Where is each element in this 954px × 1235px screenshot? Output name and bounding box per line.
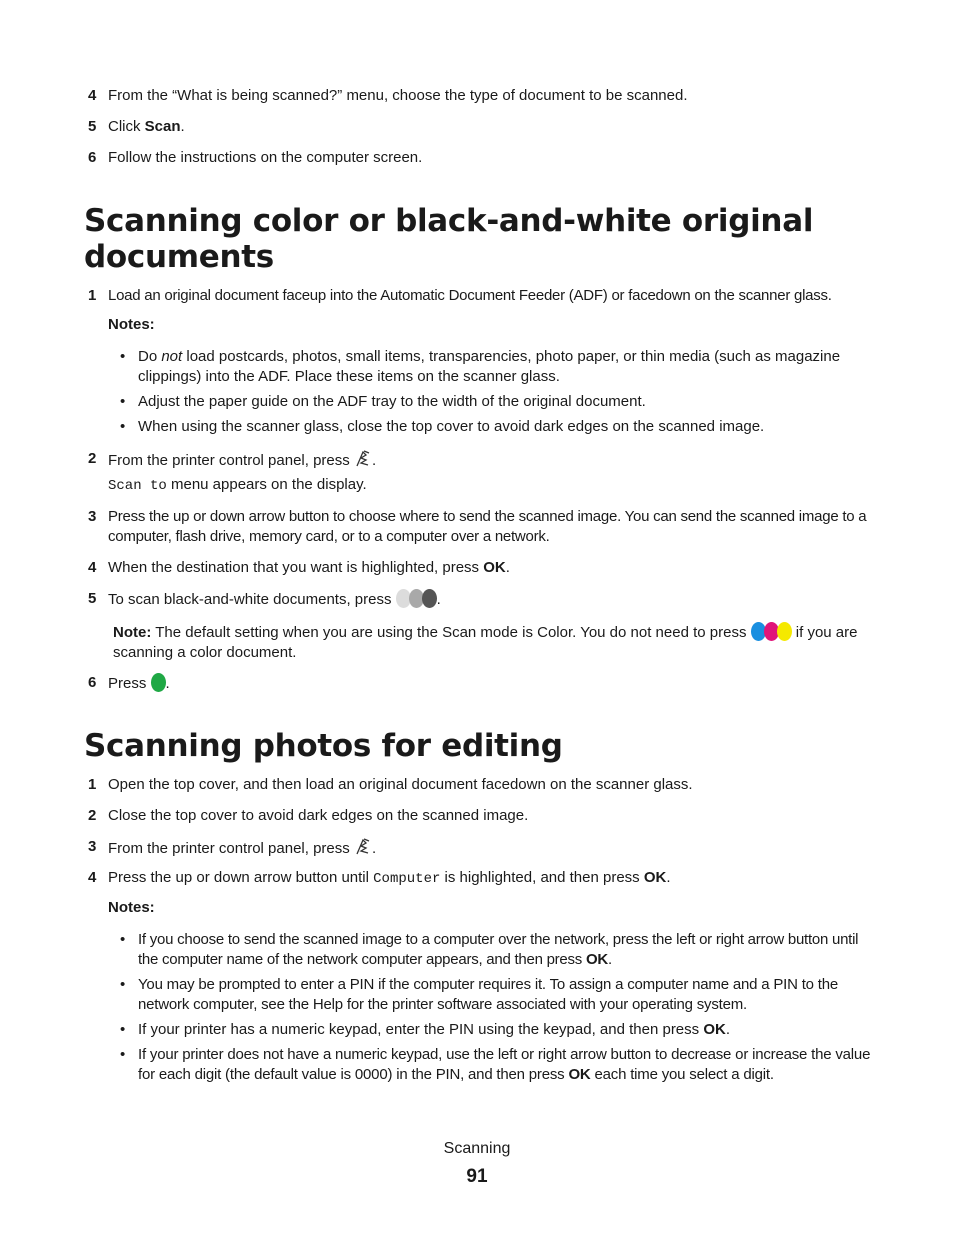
text: Click (108, 118, 145, 135)
text: To scan black-and-white documents, press (108, 591, 396, 608)
text: . (505, 559, 510, 576)
scan-button-icon (354, 837, 372, 857)
text: . (666, 869, 671, 886)
step-number: 4 (88, 87, 97, 104)
section-heading-color-bw (84, 203, 884, 275)
text: if you are scanning a color document. (113, 624, 858, 661)
bullet-text: You may be prompted to enter a PIN if the computer requires it. To assign a computer name and a PIN to the network computer, see the Help for the printer software associated with your operating system. (138, 976, 839, 1013)
step-number: 6 (88, 149, 97, 166)
bold-text: Scan (144, 118, 181, 135)
text: load postcards, photos, small items, transparencies, photo paper, or thin media (such as magazine clippings) into the ADF. Place these items on the scanner glass. (138, 348, 841, 385)
step-text (108, 837, 873, 859)
bullet-dot: • (120, 418, 126, 435)
text: . (165, 675, 170, 692)
text: Do (138, 348, 162, 365)
text: menu appears on the display. (166, 476, 367, 493)
step-number: 3 (88, 838, 97, 855)
step-text (108, 868, 873, 889)
start-button-icon (151, 673, 166, 692)
page-number: 91 (466, 1166, 488, 1187)
bold-text: OK (568, 1066, 591, 1083)
text: If you choose to send the scanned image to a computer over the network, press the left or right arrow button until the computer name of the network computer appears, and then press (138, 931, 859, 968)
step-number: 5 (88, 590, 97, 607)
italic-text: not (161, 348, 183, 365)
step-text: Press the up or down arrow button to choose where to send the scanned image. You can send the scanned image to a computer, flash drive, memory card, or to a computer over a network. (108, 508, 867, 545)
bullet-dot: • (120, 393, 126, 410)
text: . (371, 452, 377, 469)
note-label: Note: (113, 624, 152, 641)
step-text: Close the top cover to avoid dark edges on the scanned image. (108, 807, 529, 824)
bold-text: OK (703, 1021, 726, 1038)
step-number: 2 (88, 450, 97, 467)
text: . (371, 840, 377, 857)
bold-text: OK (643, 869, 667, 886)
step-number: 6 (88, 674, 97, 691)
bullet-text: Adjust the paper guide on the ADF tray to the width of the original document. (138, 393, 646, 410)
black-white-button-icon (396, 591, 437, 608)
step-text: Open the top cover, and then load an original document facedown on the scanner glass. (108, 776, 693, 793)
step-number: 3 (88, 508, 97, 525)
heading-line: Scanning color or black-and-white original (84, 203, 814, 239)
text: . (436, 591, 441, 608)
step-number: 4 (88, 559, 97, 576)
step-number: 4 (88, 869, 97, 886)
step-text: Load an original document faceup into the Automatic Document Feeder (ADF) or facedown on the scanner glass. (108, 287, 832, 304)
text: From the printer control panel, press (108, 840, 354, 857)
bullet-dot: • (120, 1021, 126, 1038)
bullet-text (138, 1020, 873, 1040)
step-text (108, 117, 873, 137)
bullet-text (138, 930, 873, 970)
text: Press the up or down arrow button until (108, 869, 374, 886)
footer-section-name: Scanning (443, 1140, 511, 1157)
text: . (180, 118, 185, 135)
bullet-text (138, 1045, 873, 1085)
bullet-dot: • (120, 1046, 126, 1063)
section-heading-photos: Scanning photos for editing (84, 728, 563, 764)
step-subtext (108, 475, 873, 496)
step-text (108, 673, 873, 694)
bullet-text: When using the scanner glass, close the top cover to avoid dark edges on the scanned image. (138, 418, 765, 435)
step-text: Follow the instructions on the computer screen. (108, 149, 423, 166)
bullet-text (138, 347, 873, 387)
text: Press (108, 675, 151, 692)
text: . (607, 951, 612, 968)
color-note (113, 622, 873, 663)
notes-label: Notes: (108, 316, 155, 333)
text: When the destination that you want is highlighted, press (108, 559, 484, 576)
step-number: 1 (88, 776, 97, 793)
scan-button-icon (354, 449, 372, 469)
text: each time you select a digit. (590, 1066, 774, 1083)
step-number: 5 (88, 118, 97, 135)
heading-line: documents (84, 239, 274, 275)
step-text: From the “What is being scanned?” menu, choose the type of document to be scanned. (108, 87, 688, 104)
text: If your printer does not have a numeric keypad, use the left or right arrow button to decrease or increase the value for each digit (the default value is 0000) in the PIN, and then press (138, 1046, 871, 1083)
notes-label: Notes: (108, 899, 155, 916)
text: is highlighted, and then press (440, 869, 644, 886)
bullet-dot: • (120, 976, 126, 993)
step-number: 2 (88, 807, 97, 824)
bullet-dot: • (120, 348, 126, 365)
text: . (725, 1021, 730, 1038)
bold-text: OK (483, 559, 506, 576)
text: From the printer control panel, press (108, 452, 354, 469)
display-text: Computer (373, 871, 441, 887)
step-text (108, 558, 873, 578)
color-button-icon (751, 624, 792, 641)
step-number: 1 (88, 287, 97, 304)
text: The default setting when you are using the Scan mode is Color. You do not need to press (151, 624, 751, 641)
display-text: Scan to (108, 478, 167, 494)
step-text (108, 449, 873, 471)
step-text (108, 589, 873, 610)
bold-text: OK (585, 951, 608, 968)
bullet-dot: • (120, 931, 126, 948)
text: If your printer has a numeric keypad, enter the PIN using the keypad, and then press (138, 1021, 704, 1038)
